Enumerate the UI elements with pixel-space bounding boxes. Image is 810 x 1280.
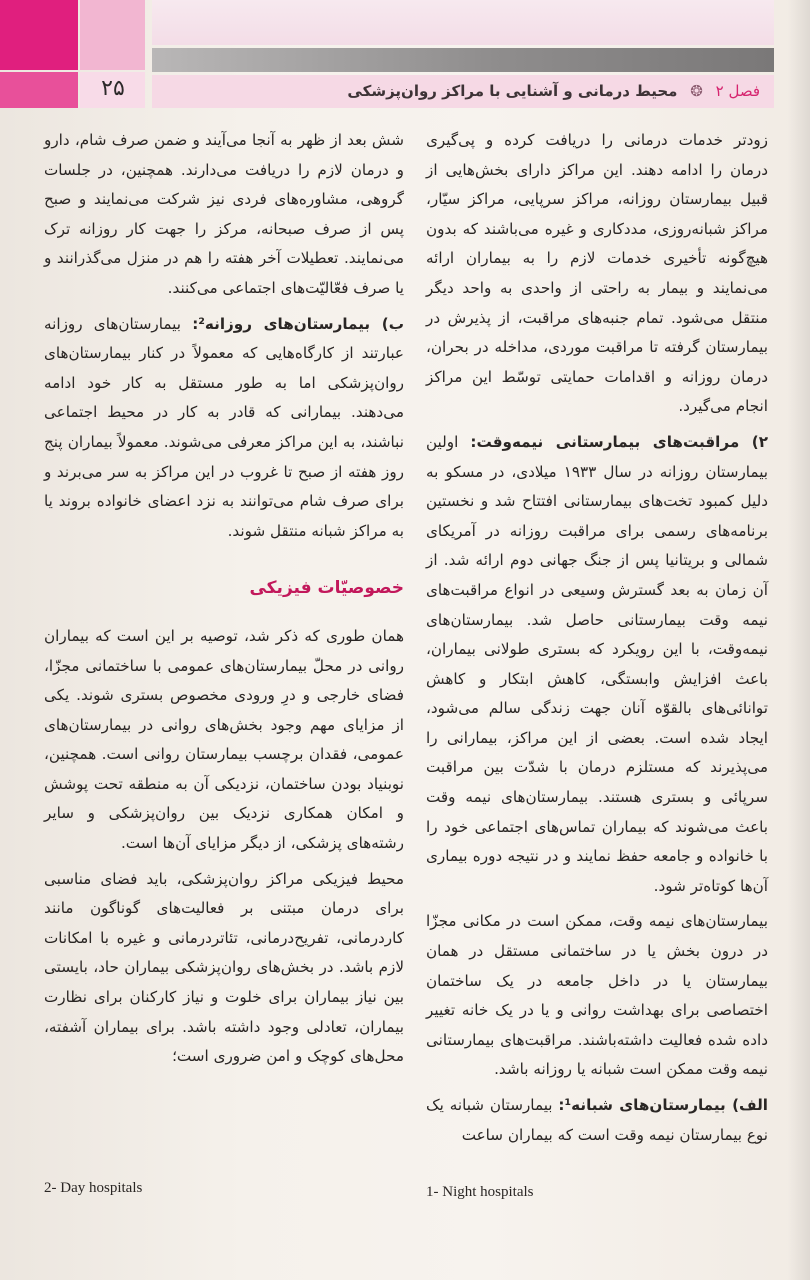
chapter-label: فصل ۲ <box>715 82 760 100</box>
flower-ornament-icon: ❂ <box>690 82 703 100</box>
paragraph: محیط فیزیکی مراکز روان‌پزشکی، باید فضای مناسبی برای درمان مبتنی بر فعالیت‌های گوناگون مانند کاردرمانی، تفریح‌درمانی، تئاتردرمانی و غیره با امکانات لازم باشد. در بخش‌های روان‌پزشکی بیماران حاد، بایستی بین نیاز بیماران برای خلوت و نیاز کارکنان برای نظارت بیماران، تعادلی وجود داشته باشد. برای بیماران آشفته، محل‌های کوچک و امن ضروری است؛ <box>44 869 404 1066</box>
paragraph-text: بیمارستان شبانه یک نوع بیمارستان نیمه وقت است که بیماران ساعت <box>426 1096 768 1144</box>
header-pink-bar <box>152 0 774 45</box>
paragraph: شش بعد از ظهر به آنجا می‌آیند و ضمن صرف شام، دارو و درمان لازم را دریافت می‌دارند. همچنین، در جلسات گروهی، مشاوره‌های فردی نیز شرکت می‌نمایند و صبح پس از صرف صبحانه، مرکز را جهت کار روزانه ترک می‌نمایند. تعطیلات آخر هفته را هم در منزل می‌گذرانند و یا صرف فعّالیّت‌های اجتماعی می‌کنند. <box>44 131 404 297</box>
footnote-day-hospitals: 2- Day hospitals <box>44 1180 143 1196</box>
magenta-tile <box>0 0 78 70</box>
section-heading: ۲) مراقبت‌های بیمارستانی نیمه‌وقت: <box>470 432 768 451</box>
paragraph-text: اولین بیمارستان روزانه در سال ۱۹۳۳ میلادی، در مسکو به دلیل کمبود تخت‌های بیمارستانی افتتاح شد و نخستین برنامه‌های رسمی برای مراقبت روزانه در آمریکای شمالی و بریتانیا پس از جنگ جهانی دوم ارائه شد. از آن زمان به بعد گسترش وسیعی در انواع مراقبت‌های نیمه وقت بیمارستانی حاصل شد. بیمارستان‌های نیمه‌وقت، با این رویکرد که بستری طولانی بیماران، باعث افزایش وابستگی، کاهش ابتکار و کاهش توانائی‌های بالقوّه آنان جهت زندگی سالم می‌شود، ایجاد شده است. بعضی از این مراکز، بیمارانی را می‌پذیرند که مستلزم درمان با شدّت بین مراقبت سرپائی و بستری هستند. بیمارستان‌های نیمه وقت باعث می‌شوند که بیماران تماس‌های اجتماعی خود را با خانواده و جامعه حفظ نمایند و در نتیجه دوره بیماری آن‌ها کوتاه‌تر شود. <box>426 432 769 895</box>
page-number: ۲۵ <box>101 76 125 101</box>
paragraph <box>426 428 768 902</box>
magenta-tile-lower <box>0 72 78 108</box>
subsection-heading: ب) بیمارستان‌های روزانه²: <box>192 314 404 333</box>
header-gray-bar <box>152 48 774 72</box>
subsection-heading: الف) بیمارستان‌های شبانه¹: <box>558 1096 769 1114</box>
paragraph: همان طوری که ذکر شد، توصیه بر این است که بیماران روانی در محلّ بیمارستان‌های عمومی با ساختمانی مجزّا، فضای خارجی و درِ ورودی مخصوص بستری شوند. یکی از مزایای مهم وجود بخش‌های روانی در بیمارستان‌های عمومی، فقدان برچسب بیمارستان روانی است. همچنین، نوبنیاد بودن ساختمان، نزدیکی آن به منطقه تحت پوشش و امکان همکاری نزدیک بین روان‌پزشکی و سایر رشته‌های پزشکی، از دیگر مزایای آن‌ها است. <box>44 626 404 853</box>
paragraph: بیمارستان‌های نیمه وقت، ممکن است در مکانی مجزّا در درون بخش یا در ساختمانی مستقل در همان بیمارستان یا در داخل جامعه در یک ساختمان اختصاصی برای بهداشت روانی و یا در یک خانه تغییر داده شده فعالیت داشته‌باشند. مراقبت‌های بیمارستانی نیمه وقت ممکن است شبانه یا روزانه باشد. <box>426 912 768 1079</box>
running-head <box>160 76 760 106</box>
paragraph-text: بیمارستان‌های روزانه عبارتند از کارگاه‌هایی که معمولاً در کنار بیمارستان‌های روان‌پزشکی اما به طور مستقل به کار خود ادامه می‌دهند. بیمارانی که قادر به کار در محیط اجتماعی نباشند، به این مراکز معرفی می‌شوند. معمولاً بیماران پنج روز هفته از صبح تا غروب در این مراکز به سر می‌برند و برای صرف شام می‌توانند به نزد اعضای خانواده بروند یا به مراکز شبانه منتقل شوند. <box>44 314 404 540</box>
pink-tile <box>80 0 145 70</box>
chapter-title: محیط درمانی و آشنایی با مراکز روان‌پزشکی <box>347 82 678 100</box>
right-column <box>426 126 768 1150</box>
paragraph <box>44 310 404 547</box>
page-edge-shadow <box>788 0 810 1280</box>
paragraph: زودتر خدمات درمانی را دریافت کرده و پی‌گیری درمان را ادامه دهند. این مراکز دارای بخش‌هایی از قبیل بیمارستان روزانه، مراکز سرپایی، مراکز سیّار، مراکز شبانه‌روزی، مددکاری و غیره می‌باشند که بدون هیچ‌گونه تأخیری خدمات لازم را به بیماران ارائه می‌نمایند و بیمار به راحتی از واحدی به واحد دیگر منتقل می‌شود. تمام جنبه‌های مراقبت، از پذیرش در بیمارستان گرفته تا مراقبت موردی، مداخله در بحران، درمان روزانه و اقدامات حمایتی توسّط این مراکز انجام می‌گیرد. <box>426 131 768 416</box>
left-column <box>44 126 404 1072</box>
section-heading: خصوصیّات فیزیکی <box>249 578 404 599</box>
footnote-night-hospitals: 1- Night hospitals <box>426 1184 534 1200</box>
paragraph <box>426 1091 768 1150</box>
